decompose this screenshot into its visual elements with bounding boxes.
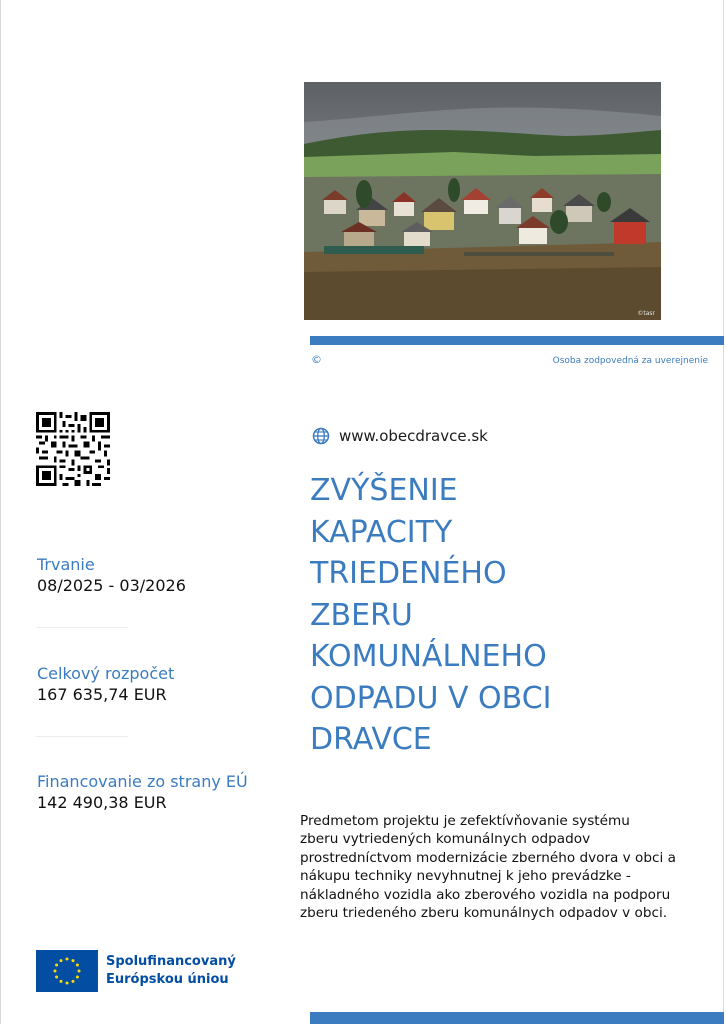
description-line: zberu triedeného zberu komunálnych odpadov v obci.: [300, 905, 668, 922]
eu-funding-label: Financovanie zo strany EÚ: [37, 772, 248, 791]
copyright-symbol: ©: [311, 353, 322, 366]
eu-flag-icon: [36, 950, 98, 992]
page-edge-left: [0, 0, 1, 1024]
village-landscape-image: [304, 82, 661, 320]
website-link-row[interactable]: [312, 427, 488, 445]
title-line: KAPACITY: [310, 514, 453, 550]
description-line: nákupu techniky nevyhnutnej k jeho prevádzke -: [300, 868, 631, 885]
qr-code-icon[interactable]: [36, 412, 110, 486]
eu-cofunding-text: [106, 953, 236, 989]
website-url[interactable]: www.obecdravce.sk: [339, 427, 488, 445]
globe-icon: [312, 427, 330, 445]
duration-label: Trvanie: [37, 555, 95, 574]
title-line: DRAVCE: [310, 722, 432, 757]
info-divider: [36, 736, 128, 737]
title-line: TRIEDENÉHO: [310, 556, 507, 591]
village-photo: [304, 82, 661, 320]
eu-cofunding-line1: Spolufinancovaný: [106, 954, 236, 969]
page-edge-right: [723, 0, 724, 1024]
description-line: Predmetom projektu je zefektívňovanie systému: [300, 813, 630, 829]
title-line: KOMUNÁLNEHO: [310, 639, 547, 674]
budget-label: Celkový rozpočet: [37, 664, 175, 683]
project-title: [310, 470, 650, 761]
photo-credit: ©tasr: [637, 310, 655, 317]
eu-cofunding-line2: Európskou úniou: [106, 972, 229, 987]
eu-funding-value: 142 490,38 EUR: [37, 793, 167, 812]
project-description: [300, 812, 700, 922]
duration-value: 08/2025 - 03/2026: [37, 576, 186, 595]
info-divider: [36, 627, 128, 628]
responsible-person-label: Osoba zodpovedná za uverejnenie: [552, 356, 708, 366]
budget-value: 167 635,74 EUR: [37, 685, 167, 704]
accent-bar-bottom: [310, 1012, 724, 1024]
title-line: ZVÝŠENIE: [310, 473, 458, 508]
accent-bar-top: [310, 336, 724, 345]
title-line: ODPADU V OBCI: [310, 680, 552, 716]
description-line: prostredníctvom modernizácie zberného dvora v obci a: [300, 849, 676, 866]
description-line: nákladného vozidla ako zberového vozidla na podporu: [300, 886, 671, 903]
title-line: ZBERU: [310, 597, 413, 633]
description-line: zberu vytriedených komunálnych odpadov: [300, 831, 591, 848]
